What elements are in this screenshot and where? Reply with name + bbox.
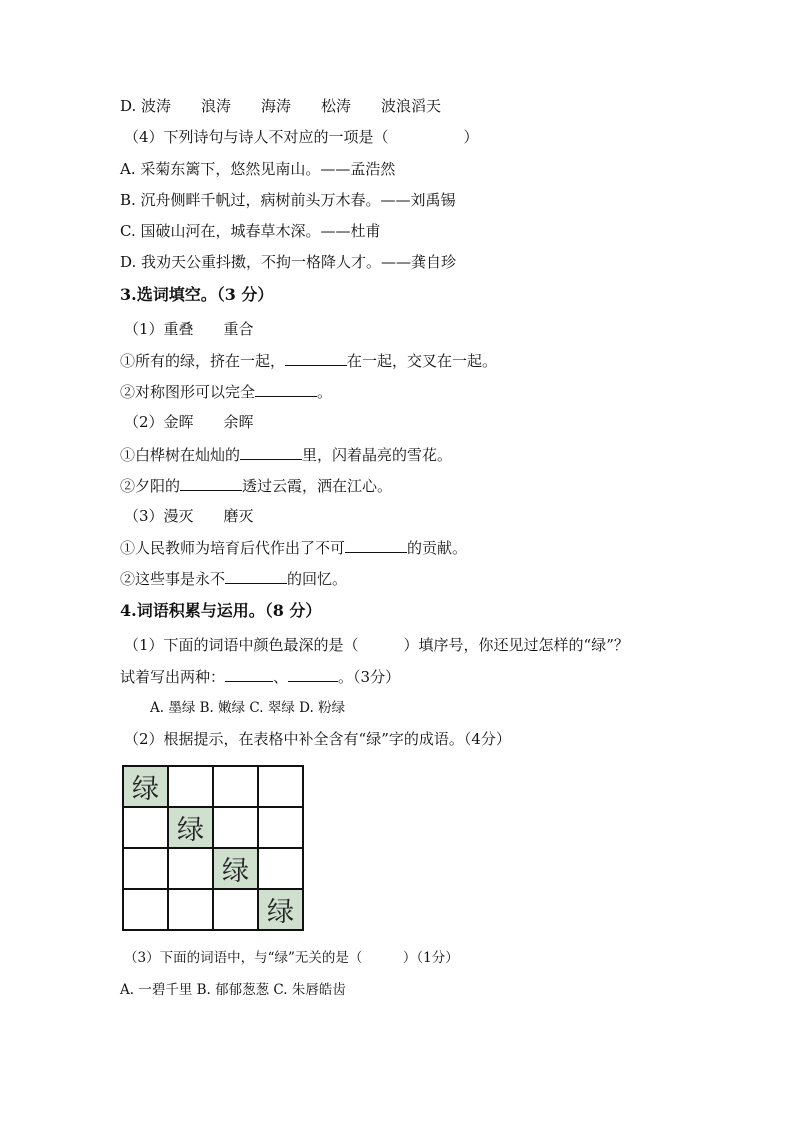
fill-blank[interactable] — [255, 380, 317, 397]
sentence-text: 试着写出两种： — [120, 668, 226, 686]
sentence-text: 的回忆。 — [287, 570, 348, 588]
sentence-text: ②对称图形可以完全 — [120, 383, 256, 401]
subquestion-3-words: （3）漫灭 磨灭 — [124, 507, 254, 525]
grid-cell-given: 绿 — [123, 766, 168, 807]
option-b: B. 沉舟侧畔千帆过，病树前头万木春。——刘禹锡 — [120, 191, 456, 209]
sentence-text: 透过云霞，洒在江心。 — [242, 477, 393, 495]
option-a: A. 采菊东篱下，悠然见南山。——孟浩然 — [120, 160, 396, 178]
sentence-3a — [120, 536, 467, 559]
question-4-3-options: A. 一碧千里 B. 郁郁葱葱 C. 朱唇皓齿 — [120, 982, 346, 998]
grid-cell-empty[interactable] — [258, 848, 303, 889]
sentence-1b — [120, 380, 332, 403]
grid-row — [123, 766, 303, 807]
sentence-text: 。（3分） — [338, 668, 401, 686]
sentence-text: 的贡献。 — [407, 539, 468, 557]
section-4-heading: 4.词语积累与运用。（8 分） — [120, 601, 322, 620]
sentence-text: 、 — [273, 668, 289, 686]
fill-blank[interactable] — [225, 567, 287, 584]
grid-cell-empty[interactable] — [123, 889, 168, 930]
idiom-grid — [122, 765, 304, 931]
grid-cell-empty[interactable] — [123, 848, 168, 889]
option-d-waves: D. 波涛 浪涛 海涛 松涛 波浪滔天 — [120, 97, 442, 115]
grid-cell-empty[interactable] — [258, 807, 303, 848]
sentence-text: ②这些事是永不 — [120, 570, 226, 588]
question-4-1-options: A. 墨绿 B. 嫩绿 C. 翠绿 D. 粉绿 — [150, 700, 346, 716]
sentence-text: ②夕阳的 — [120, 477, 181, 495]
fill-blank[interactable] — [225, 665, 273, 682]
fill-blank[interactable] — [285, 349, 347, 366]
option-d: D. 我劝天公重抖擞，不拘一格降人才。——龚自珍 — [120, 253, 457, 271]
option-c: C. 国破山河在，城春草木深。——杜甫 — [120, 222, 381, 240]
sentence-3b — [120, 567, 347, 590]
question-4-1: （1）下面的词语中颜色最深的是（ ）填序号，你还见过怎样的“绿”？ — [124, 636, 629, 654]
grid-cell-given: 绿 — [213, 848, 258, 889]
grid-row — [123, 889, 303, 930]
section-3-heading: 3.选词填空。（3 分） — [120, 285, 274, 304]
sentence-text: ①所有的绿，挤在一起， — [120, 352, 286, 370]
question-4-1-write — [120, 665, 400, 688]
subquestion-2-words: （2）金晖 余晖 — [124, 413, 254, 431]
sentence-text: 在一起，交叉在一起。 — [347, 352, 498, 370]
sentence-2a — [120, 443, 452, 466]
question-4-2: （2）根据提示，在表格中补全含有“绿”字的成语。（4分） — [124, 730, 511, 748]
grid-cell-empty[interactable] — [168, 848, 213, 889]
grid-row — [123, 807, 303, 848]
grid-cell-given: 绿 — [168, 807, 213, 848]
question-4-3: （3）下面的词语中，与“绿”无关的是（ ）（1分） — [124, 950, 459, 966]
grid-cell-empty[interactable] — [213, 889, 258, 930]
grid-cell-empty[interactable] — [213, 766, 258, 807]
grid-row — [123, 848, 303, 889]
grid-cell-given: 绿 — [258, 889, 303, 930]
question-4: （4）下列诗句与诗人不对应的一项是（ ） — [124, 128, 479, 146]
fill-blank[interactable] — [288, 665, 338, 682]
fill-blank[interactable] — [240, 443, 302, 460]
fill-blank[interactable] — [345, 536, 407, 553]
sentence-text: ①人民教师为培育后代作出了不可 — [120, 539, 346, 557]
fill-blank[interactable] — [180, 474, 242, 491]
subquestion-1-words: （1）重叠 重合 — [124, 320, 254, 338]
sentence-text: 里，闪着晶亮的雪花。 — [302, 446, 453, 464]
grid-cell-empty[interactable] — [168, 766, 213, 807]
sentence-text: ①白桦树在灿灿的 — [120, 446, 241, 464]
grid-cell-empty[interactable] — [213, 807, 258, 848]
grid-cell-empty[interactable] — [123, 807, 168, 848]
sentence-2b — [120, 474, 392, 497]
sentence-1a — [120, 349, 497, 372]
grid-cell-empty[interactable] — [168, 889, 213, 930]
sentence-text: 。 — [317, 383, 333, 401]
grid-cell-empty[interactable] — [258, 766, 303, 807]
